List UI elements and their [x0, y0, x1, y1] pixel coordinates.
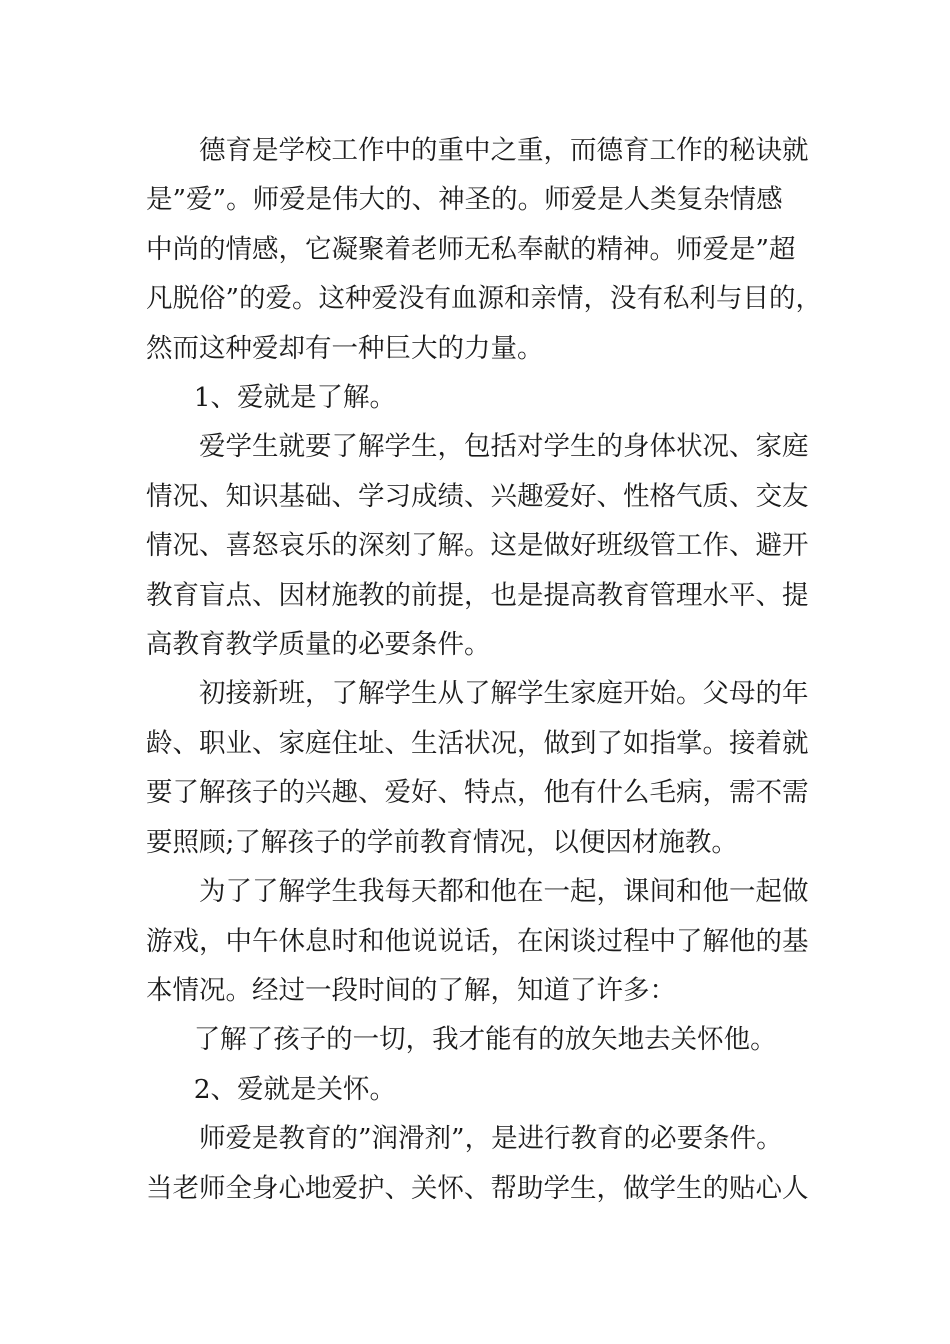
text-line: 了解了孩子的一切，我才能有的放矢地去关怀他。: [193, 1024, 777, 1056]
text-line: 情况、知识基础、学习成绩、兴趣爱好、性格气质、交友: [146, 480, 809, 512]
document-body: [146, 126, 826, 1213]
text-line: 游戏，中午休息时和他说说话，在闲谈过程中了解他的基: [146, 925, 809, 957]
text-line: 要照顾;了解孩子的学前教育情况，以便因材施教。: [146, 826, 738, 858]
text-line: 中尚的情感，它凝聚着老师无私奉献的精神。师爱是”超: [146, 233, 796, 265]
section-heading-1: [146, 373, 826, 422]
text-line: 当老师全身心地爱护、关怀、帮助学生，做学生的贴心人: [146, 1172, 809, 1204]
paragraph-conclusion-1: [146, 1015, 826, 1064]
text-line: 1、爱就是了解。: [193, 382, 397, 414]
text-line: 要了解孩子的兴趣、爱好、特点，他有什么毛病，需不需: [146, 777, 809, 809]
text-line: 爱学生就要了解学生，包括对学生的身体状况、家庭: [199, 431, 809, 463]
paragraph-new-class: [146, 669, 826, 867]
text-line: 情况、喜怒哀乐的深刻了解。这是做好班级管工作、避开: [146, 530, 809, 562]
text-line: 为了了解学生我每天都和他在一起，课间和他一起做: [199, 876, 809, 908]
paragraph-every-day: [146, 867, 826, 1015]
text-line: 德育是学校工作中的重中之重，而德育工作的秘诀就: [199, 135, 809, 166]
text-line: 然而这种爱却有一种巨大的力量。: [146, 332, 544, 364]
text-line: 教育盲点、因材施教的前提，也是提高教育管理水平、提: [146, 579, 809, 611]
text-line: 本情况。经过一段时间的了解，知道了许多：: [146, 974, 676, 1006]
text-line: 龄、职业、家庭住址、生活状况，做到了如指掌。接着就: [146, 727, 809, 759]
paragraph-understand: [146, 422, 826, 669]
text-line: 是”爱”。师爱是伟大的、神圣的。师爱是人类复杂情感: [146, 184, 783, 216]
text-line: 2、爱就是关怀。: [193, 1073, 397, 1105]
paragraph-intro: [146, 126, 826, 373]
text-line: 高教育教学质量的必要条件。: [146, 629, 491, 661]
text-line: 凡脱俗”的爱。这种爱没有血源和亲情，没有私利与目的，: [146, 283, 823, 315]
text-line: 师爱是教育的”润滑剂”，是进行教育的必要条件。: [199, 1123, 783, 1155]
section-heading-2: [146, 1065, 826, 1114]
text-line: 初接新班，了解学生从了解学生家庭开始。父母的年: [199, 678, 809, 710]
paragraph-care: [146, 1114, 826, 1213]
